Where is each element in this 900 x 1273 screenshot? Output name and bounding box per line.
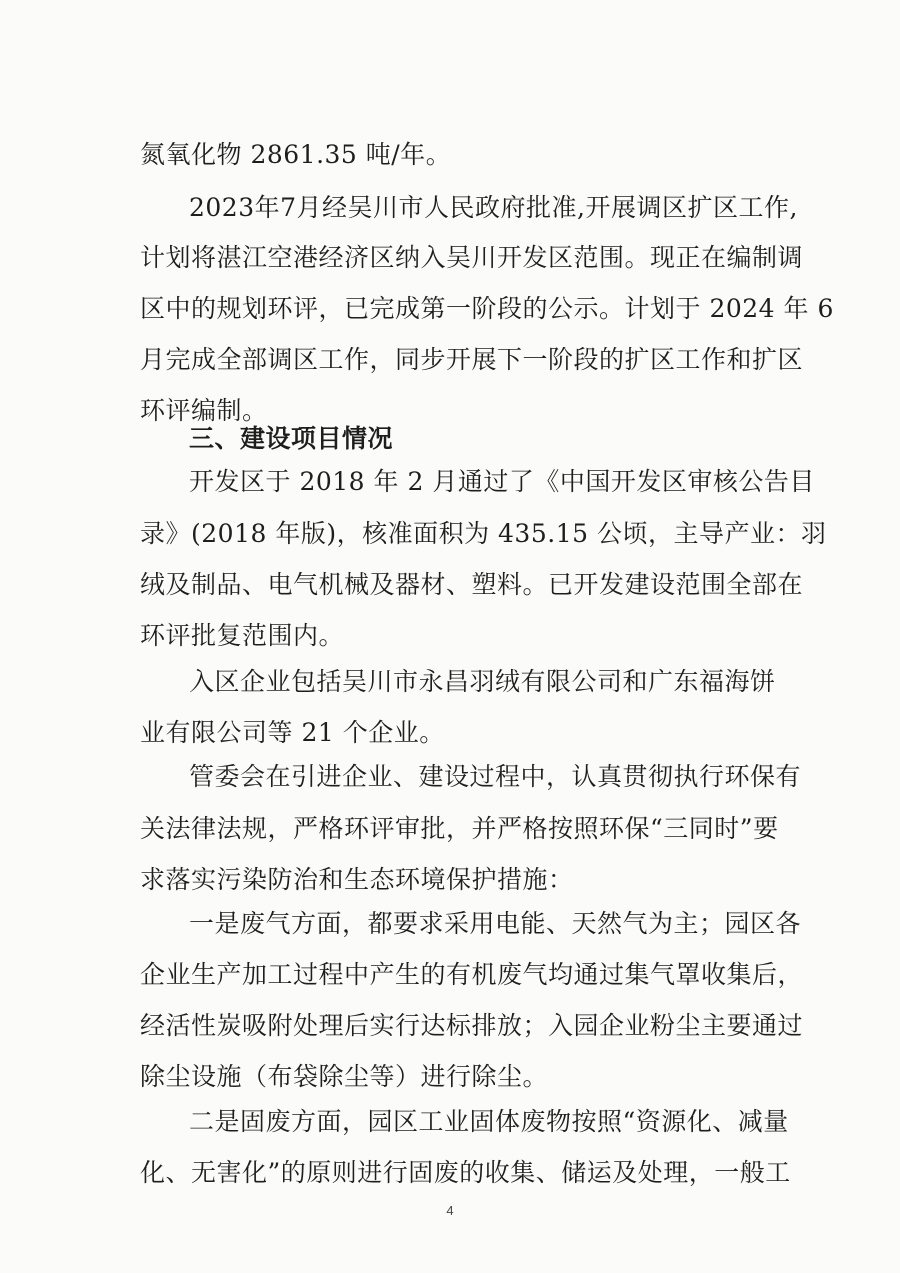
page-number: 4: [446, 1203, 454, 1218]
paragraph-line: 区中的规划环评，已完成第一阶段的公示。计划于 2024 年 6: [140, 294, 834, 323]
paragraph-line: 关法律法规，严格环评审批，并严格按照环保“三同时”要: [140, 814, 779, 843]
paragraph-line: 开发区于 2018 年 2 月通过了《中国开发区审核公告目: [189, 467, 815, 496]
paragraph-line: 化、无害化”的原则进行固废的收集、储运及处理，一般工: [140, 1158, 791, 1187]
paragraph-line: 2023年7月经吴川市人民政府批准,开展调区扩区工作,: [189, 193, 798, 222]
paragraph-line: 月完成全部调区工作，同步开展下一阶段的扩区工作和扩区: [140, 345, 804, 374]
paragraph-line: 管委会在引进企业、建设过程中，认真贯彻执行环保有: [189, 762, 802, 791]
paragraph-line: 氮氧化物 2861.35 吨/年。: [140, 140, 452, 169]
paragraph-line: 企业生产加工过程中产生的有机废气均通过集气罩收集后，: [140, 960, 804, 989]
paragraph-line: 环评批复范围内。: [140, 621, 345, 650]
paragraph-line: 一是废气方面，都要求采用电能、天然气为主；园区各: [189, 909, 802, 938]
paragraph-line: 绒及制品、电气机械及器材、塑料。已开发建设范围全部在: [140, 570, 804, 599]
paragraph-line: 二是固废方面，园区工业固体废物按照“资源化、减量: [189, 1107, 789, 1136]
paragraph-line: 除尘设施（布袋除尘等）进行除尘。: [140, 1062, 549, 1091]
paragraph-line: 求落实污染防治和生态环境保护措施：: [140, 865, 574, 894]
paragraph-line: 入区企业包括吴川市永昌羽绒有限公司和广东福海饼: [189, 667, 776, 696]
paragraph-line: 计划将湛江空港经济区纳入吴川开发区范围。现正在编制调: [140, 243, 804, 272]
paragraph-line: 环评编制。: [140, 396, 268, 425]
section-heading: 三、建设项目情况: [189, 424, 394, 453]
paragraph-line: 业有限公司等 21 个企业。: [140, 718, 445, 747]
paragraph-line: 录》(2018 年版)，核准面积为 435.15 公顷，主导产业：羽: [140, 519, 827, 548]
paragraph-line: 经活性炭吸附处理后实行达标排放；入园企业粉尘主要通过: [140, 1011, 804, 1040]
